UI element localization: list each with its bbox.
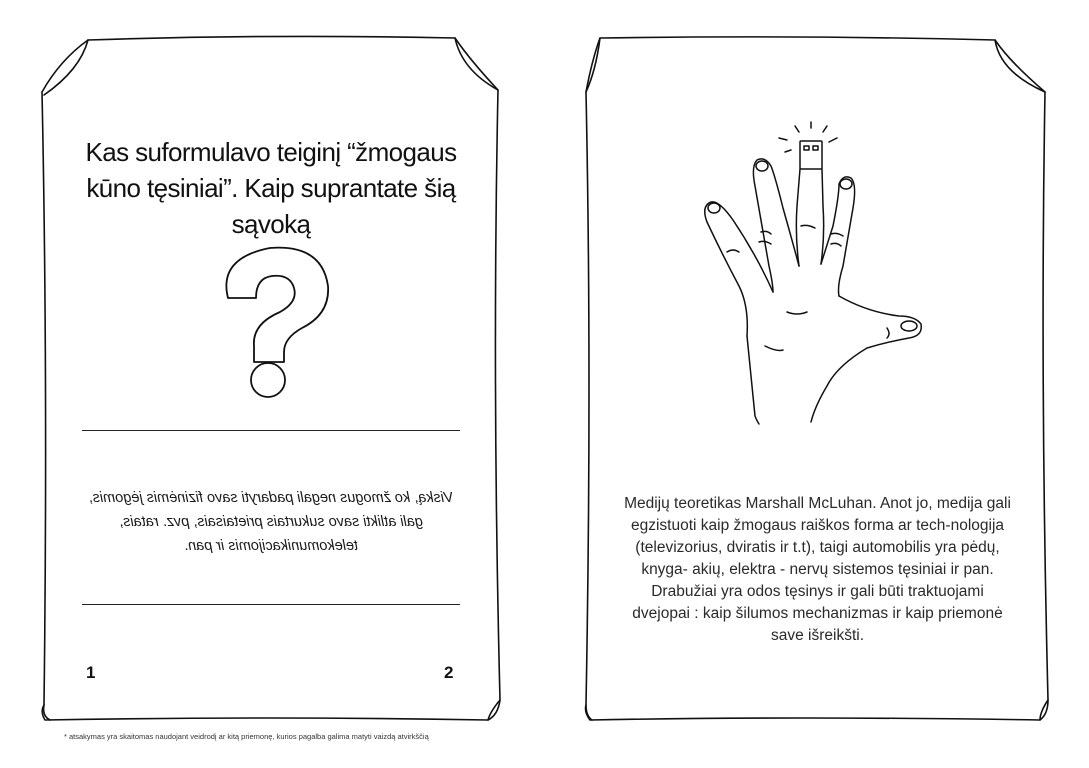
mirrored-answer-text: Viską, ko žmogus negali padaryti savo fizinėmis jėgomis, gali atlikti savo sukurtais prietaisais, pvz. ratais, telekomunikacijomis ir pan. xyxy=(88,490,454,554)
left-card xyxy=(40,38,502,722)
divider-top xyxy=(82,430,460,431)
hand-with-usb-icon xyxy=(687,116,957,426)
question-title: Kas suformulavo teiginį “žmogaus kūno tęsiniai”. Kaip suprantate šią sąvoką xyxy=(85,137,457,239)
divider-bottom xyxy=(82,604,460,605)
question-mark-icon xyxy=(190,236,350,401)
answer-text: Medijų teoretikas Marshall McLuhan. Anot jo, medija gali egzistuoti kaip žmogaus raiškos forma ar tech-nologija (televizorius, dviratis ir t.t), taigi automobilis yra pėdų, knyga- akių, elektra - nervų sistemos tęsiniai ir pan. Drabužiai yra odos tęsinys ir gali būti traktuojami dvejopai : kaip šilumos mechanizmas ir kaip priemonė save išreikšti. xyxy=(624,495,1011,644)
page-number-right: 2 xyxy=(444,663,454,682)
right-card xyxy=(585,38,1050,722)
page-number-left: 1 xyxy=(86,663,96,682)
footnote: * atsakymas yra skaitomas naudojant veidrodį ar kitą priemonę, kurios pagalba galima matyti vaizdą atvirkščią xyxy=(64,732,429,741)
